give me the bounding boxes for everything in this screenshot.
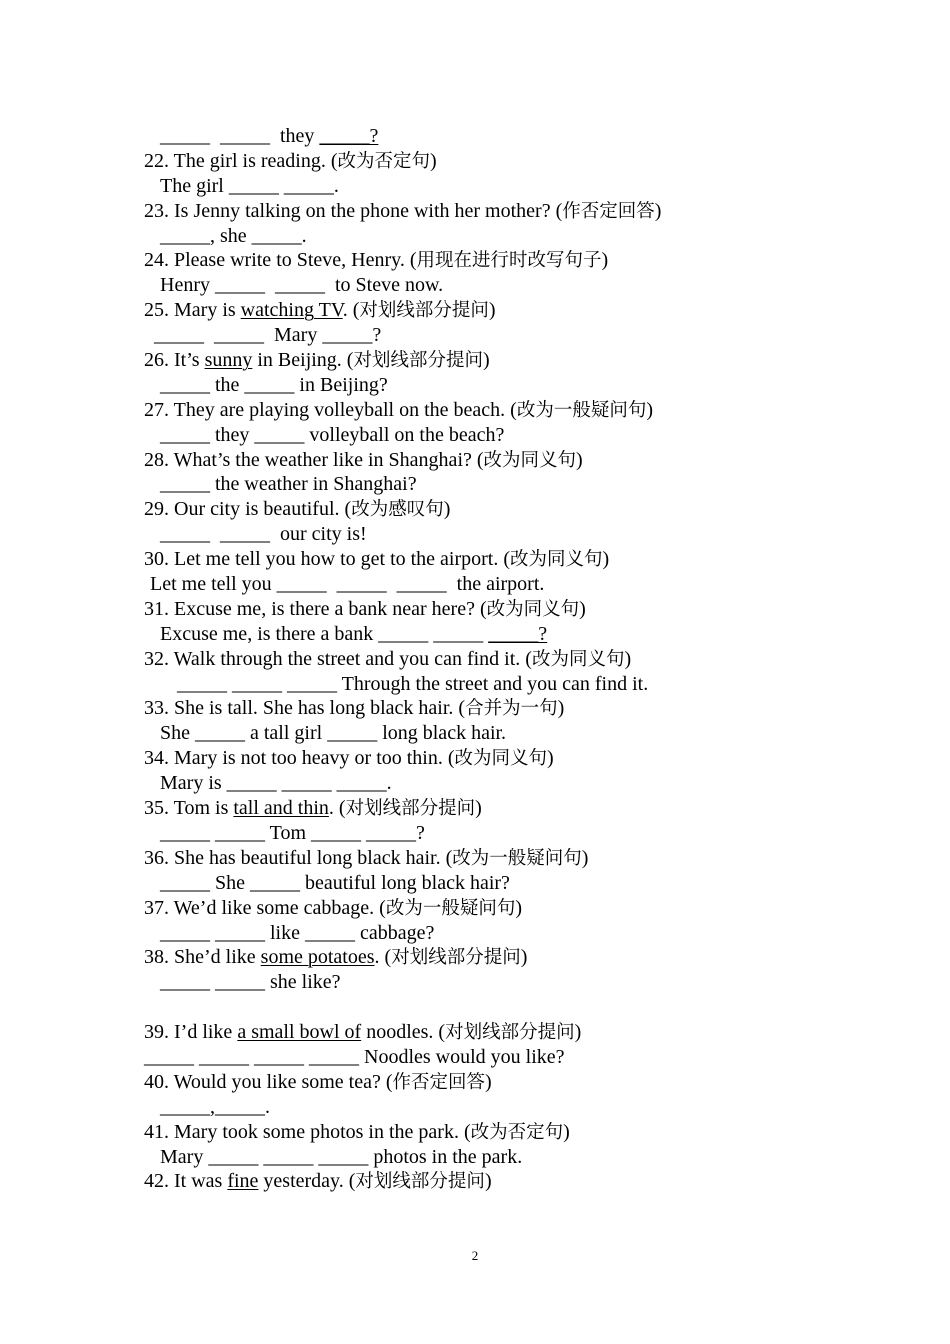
line-text: ): [482, 349, 490, 372]
exercise-line: [0, 821, 950, 846]
line-text: 42. It was: [144, 1170, 228, 1193]
line-text: _____ _____ like _____ cabbage?: [160, 921, 435, 944]
underlined-text: fine: [227, 1170, 259, 1193]
line-text: ): [574, 1021, 582, 1044]
line-text: 33. She is tall. She has long black hair. (: [144, 697, 466, 720]
line-text: 22. The girl is reading. (: [144, 149, 338, 172]
line-text: _____ the _____ in Beijing?: [160, 373, 388, 396]
instruction-text: 改为同义句: [531, 648, 625, 670]
exercise-line: [0, 149, 950, 174]
exercise-line: [0, 174, 950, 199]
line-text: _____ they _____ volleyball on the beach?: [160, 423, 505, 446]
line-text: _____ _____ Tom _____ _____?: [160, 821, 425, 844]
exercise-line: [0, 224, 950, 249]
exercise-line: [0, 672, 950, 697]
instruction-text: 改为感叹句: [351, 499, 444, 521]
underlined-text: _____?: [488, 622, 548, 645]
exercise-line: [0, 796, 950, 821]
line-text: _____ the weather in Shanghai?: [160, 473, 417, 496]
underlined-text: _____?: [319, 125, 379, 147]
exercise-line: [0, 721, 950, 746]
line-text: Henry _____ _____ to Steve now.: [160, 274, 444, 297]
line-text: ): [430, 149, 437, 172]
line-text: . (: [374, 946, 392, 969]
line-text: 32. Walk through the street and you can find it. (: [144, 647, 532, 670]
line-text: 39. I’d like: [144, 1021, 238, 1044]
line-text: ): [557, 697, 565, 720]
line-text: yesterday. (: [258, 1170, 356, 1193]
line-text: ): [602, 548, 610, 571]
exercise-line: [0, 1145, 950, 1170]
underlined-text: a small bowl of: [237, 1021, 362, 1044]
exercise-line: [0, 771, 950, 796]
exercise-line: [0, 696, 950, 721]
line-text: She _____ a tall girl _____ long black hair.: [160, 722, 507, 745]
line-text: 41. Mary took some photos in the park. (: [144, 1120, 471, 1143]
instruction-text: 对划线部分提问: [445, 1022, 575, 1044]
line-text: . (: [342, 299, 360, 322]
line-text: ): [488, 299, 496, 322]
line-text: 23. Is Jenny talking on the phone with her mother? (: [144, 199, 563, 222]
exercise-line: [0, 373, 950, 398]
exercise-line: [0, 921, 950, 946]
line-text: ): [515, 896, 523, 919]
instruction-text: 作否定回答: [562, 200, 655, 222]
exercise-line: [0, 1045, 950, 1070]
line-text: _____ _____ _____ Through the street and you can find it.: [177, 672, 649, 695]
line-text: _____, she _____.: [160, 224, 307, 247]
instruction-text: 改为一般疑问句: [452, 847, 582, 869]
instruction-text: 对划线部分提问: [355, 1171, 485, 1193]
line-text: 38. She’d like: [144, 946, 261, 969]
exercise-line: [0, 1169, 950, 1194]
exercise-line: [0, 124, 950, 149]
line-text: The girl _____ _____.: [160, 174, 339, 197]
line-text: ): [624, 647, 632, 670]
exercise-line: [0, 896, 950, 921]
instruction-text: 对划线部分提问: [353, 350, 483, 372]
line-text: Mary _____ _____ _____ photos in the park.: [160, 1145, 523, 1168]
exercise-line: [0, 298, 950, 323]
line-text: ): [601, 249, 609, 272]
exercise-line: [0, 1020, 950, 1045]
line-text: 36. She has beautiful long black hair. (: [144, 846, 453, 869]
exercise-list: [0, 124, 950, 1194]
exercise-line: [0, 622, 950, 647]
line-text: Mary is _____ _____ _____.: [160, 772, 392, 795]
exercise-line: [0, 647, 950, 672]
exercise-line: [0, 472, 950, 497]
exercise-line: [0, 970, 950, 1020]
line-text: ): [475, 797, 482, 820]
instruction-text: 改为同义句: [454, 748, 548, 770]
line-text: ): [484, 1170, 492, 1193]
line-text: 29. Our city is beautiful. (: [144, 498, 352, 521]
line-text: _____ _____ _____ _____ Noodles would you like?: [144, 1045, 565, 1068]
line-text: 37. We’d like some cabbage. (: [144, 896, 386, 919]
exercise-line: [0, 572, 950, 597]
line-text: . (: [328, 797, 346, 820]
instruction-text: 改为否定句: [470, 1121, 564, 1143]
exercise-line: [0, 547, 950, 572]
line-text: Let me tell you _____ _____ _____ the airport.: [150, 573, 545, 596]
line-text: ): [646, 398, 654, 421]
exercise-line: [0, 1120, 950, 1145]
instruction-text: 改为一般疑问句: [516, 399, 647, 421]
exercise-line: [0, 348, 950, 373]
page-number: 2: [471, 1248, 479, 1263]
exercise-line: [0, 398, 950, 423]
exercise-line: [0, 1095, 950, 1120]
exercise-line: [0, 846, 950, 871]
exercise-line: [0, 597, 950, 622]
line-text: noodles. (: [361, 1021, 446, 1044]
underlined-text: watching TV: [240, 299, 343, 322]
instruction-text: 改为同义句: [486, 598, 580, 620]
exercise-line: [0, 448, 950, 473]
line-text: ): [654, 199, 662, 222]
instruction-text: 作否定回答: [392, 1071, 486, 1093]
line-text: _____ _____ they: [160, 125, 320, 147]
exercise-line: [0, 1070, 950, 1095]
exercise-line: [0, 871, 950, 896]
line-text: Excuse me, is there a bank _____ _____: [160, 622, 489, 645]
exercise-line: [0, 522, 950, 547]
exercise-line: [0, 945, 950, 970]
exercise-line: [0, 199, 950, 224]
line-text: 27. They are playing volleyball on the beach. (: [144, 398, 517, 421]
instruction-text: 改为一般疑问句: [385, 897, 516, 919]
line-text: 26. It’s: [144, 349, 205, 372]
instruction-text: 用现在进行时改写句子: [416, 250, 602, 272]
instruction-text: 改为否定句: [337, 150, 430, 172]
line-text: 30. Let me tell you how to get to the airport. (: [144, 548, 511, 571]
line-text: 40. Would you like some tea? (: [144, 1070, 393, 1093]
exercise-line: [0, 323, 950, 348]
line-text: in Beijing. (: [252, 349, 354, 372]
line-text: _____,_____.: [160, 1095, 270, 1118]
instruction-text: 对划线部分提问: [391, 947, 521, 969]
exercise-line: [0, 273, 950, 298]
exercise-line: [0, 423, 950, 448]
underlined-text: tall and thin: [233, 797, 329, 820]
instruction-text: 改为同义句: [483, 449, 577, 471]
line-text: 25. Mary is: [144, 299, 241, 322]
line-text: ): [576, 448, 583, 471]
instruction-text: 对划线部分提问: [359, 300, 489, 322]
instruction-text: 对划线部分提问: [345, 798, 476, 820]
line-text: _____ _____ Mary _____?: [154, 324, 382, 347]
instruction-text: 改为同义句: [510, 549, 603, 571]
line-text: ): [485, 1070, 492, 1093]
line-text: ): [520, 946, 528, 969]
exercise-line: [0, 746, 950, 771]
line-text: 31. Excuse me, is there a bank near here? (: [144, 597, 487, 620]
line-text: ): [563, 1120, 570, 1143]
line-text: ): [443, 498, 451, 521]
line-text: 35. Tom is: [144, 797, 234, 820]
exercise-line: [0, 497, 950, 522]
line-text: _____ She _____ beautiful long black hair?: [160, 871, 510, 894]
exercise-line: [0, 248, 950, 273]
line-text: _____ _____ our city is!: [160, 523, 367, 546]
line-text: 34. Mary is not too heavy or too thin. (: [144, 747, 455, 770]
instruction-text: 合并为一句: [465, 698, 558, 720]
line-text: 28. What’s the weather like in Shanghai? (: [144, 448, 484, 471]
line-text: 24. Please write to Steve, Henry. (: [144, 249, 417, 272]
line-text: ): [579, 597, 586, 620]
line-text: ): [581, 846, 589, 869]
line-text: ): [547, 747, 554, 770]
line-text: _____ _____ she like?: [160, 971, 341, 994]
underlined-text: sunny: [204, 349, 253, 372]
underlined-text: some potatoes: [260, 946, 375, 969]
